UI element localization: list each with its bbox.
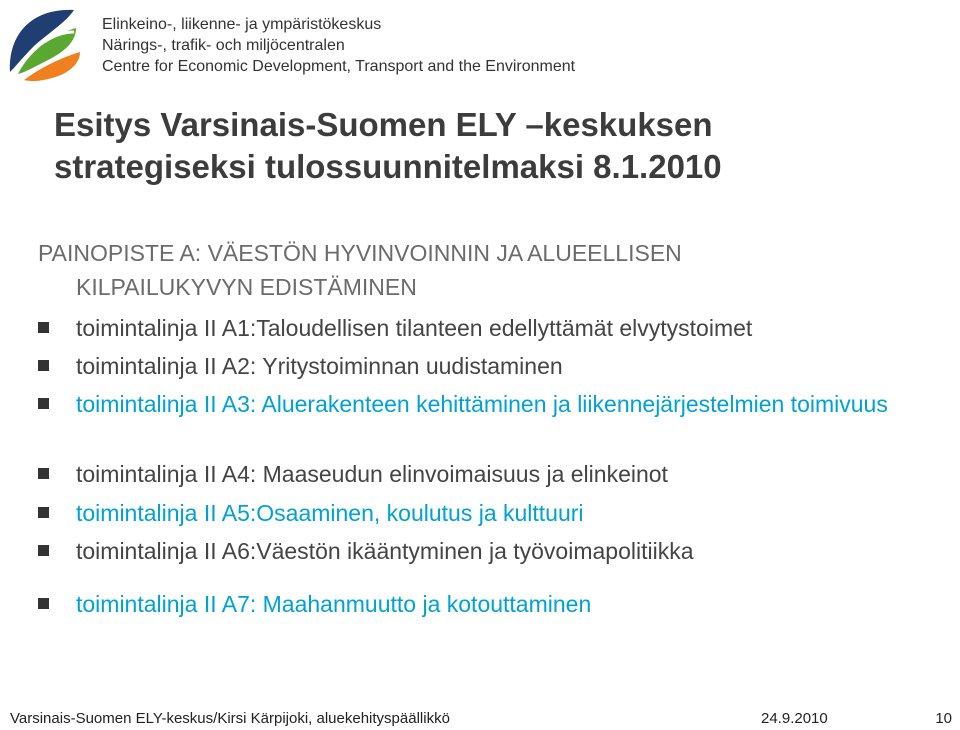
org-name-english: Centre for Economic Development, Transport and the Environment	[102, 58, 576, 75]
list-item-text: toimintalinja II A7: Maahanmuutto ja kotouttaminen	[76, 591, 592, 617]
page-number: 10	[935, 710, 952, 727]
section-heading-line-2: KILPAILUKYVYN EDISTÄMINEN	[76, 274, 417, 300]
section-heading-line-1: PAINOPISTE A: VÄESTÖN HYVINVOINNIN JA ALUEELLISEN	[38, 240, 682, 266]
slide-title-line-2: strategiseksi tulossuunnitelmaksi 8.1.2010	[54, 148, 722, 185]
slide-header	[0, 0, 960, 90]
list-item-text: toimintalinja II A6:Väestön ikääntyminen ja työvoimapolitiikka	[76, 538, 694, 564]
section-heading	[38, 236, 682, 304]
list-item-text: toimintalinja II A2: Yritystoiminnan uudistaminen	[76, 353, 563, 379]
square-bullet-icon	[38, 468, 49, 479]
square-bullet-icon	[38, 360, 49, 371]
square-bullet-icon	[38, 398, 49, 409]
list-item	[38, 497, 918, 529]
list-item	[38, 312, 918, 344]
square-bullet-icon	[38, 598, 49, 609]
square-bullet-icon	[38, 322, 49, 333]
organization-name	[102, 14, 575, 77]
org-name-swedish: Närings-, trafik- och miljöcentralen	[102, 37, 345, 54]
footer-author: Varsinais-Suomen ELY-keskus/Kirsi Kärpijoki, aluekehityspäällikkö	[10, 710, 450, 727]
list-item	[38, 588, 918, 620]
footer-date: 24.9.2010	[761, 710, 828, 727]
list-item-text: toimintalinja II A3: Aluerakenteen kehittäminen ja liikennejärjestelmien toimivuus	[76, 391, 888, 417]
slide-footer	[0, 710, 960, 730]
org-name-finnish: Elinkeino-, liikenne- ja ympäristökeskus	[102, 16, 382, 33]
list-item-text: toimintalinja II A5:Osaaminen, koulutus ja kulttuuri	[76, 500, 584, 526]
list-item-text: toimintalinja II A4: Maaseudun elinvoimaisuus ja elinkeinot	[76, 461, 668, 487]
list-item	[38, 535, 918, 567]
list-item	[38, 350, 918, 382]
square-bullet-icon	[38, 507, 49, 518]
slide-title	[54, 104, 934, 188]
ely-centre-logo-icon	[4, 2, 86, 86]
square-bullet-icon	[38, 545, 49, 556]
list-item	[38, 458, 918, 490]
list-item	[38, 388, 918, 420]
list-item-text: toimintalinja II A1:Taloudellisen tilanteen edellyttämät elvytystoimet	[76, 315, 753, 341]
slide-title-line-1: Esitys Varsinais-Suomen ELY –keskuksen	[54, 106, 713, 143]
